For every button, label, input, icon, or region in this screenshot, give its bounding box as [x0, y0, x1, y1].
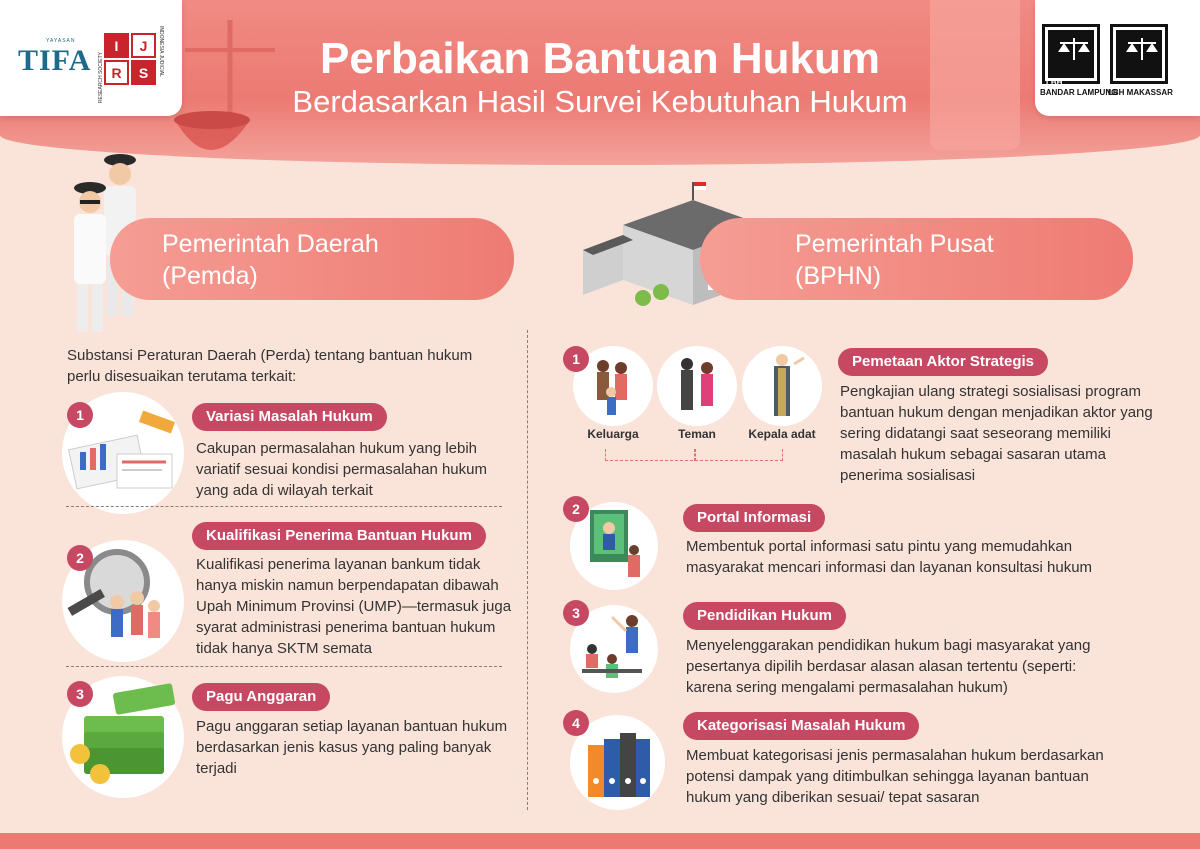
banner-bphn-line2: (BPHN): [795, 262, 882, 290]
item3-title: Pagu Anggaran: [192, 683, 330, 711]
right-item4-title: Kategorisasi Masalah Hukum: [683, 712, 919, 740]
actor-label-friend: Teman: [678, 427, 716, 441]
lbh-bandar-lampung-label: BANDAR LAMPUNG: [1040, 88, 1118, 97]
divider: [66, 666, 502, 667]
ijrs-letter: R: [104, 60, 129, 85]
banner-bphn-line1: Pemerintah Pusat: [795, 230, 994, 258]
ijrs-letter: J: [131, 33, 156, 58]
right-item4-number: 4: [563, 710, 589, 736]
footer-band: [0, 833, 1200, 849]
item1-desc: Cakupan permasalahan hukum yang lebih variatif sesuai kondisi permasalahan hukum yang ada di wilayah terkait: [196, 440, 487, 499]
banner-pemda-line1: Pemerintah Daerah: [162, 230, 379, 258]
right-item2-number: 2: [563, 496, 589, 522]
ijrs-side-text-2: RESEARCH SOCIETY: [98, 52, 104, 104]
item1-number: 1: [67, 402, 93, 428]
divider: [66, 506, 502, 507]
right-item1-number: 1: [563, 346, 589, 372]
right-item2-desc: Membentuk portal informasi satu pintu yang memudahkan masyarakat mencari informasi dan layanan konsultasi hukum: [686, 538, 1093, 576]
ijrs-letter: S: [131, 60, 156, 85]
ijrs-letter: I: [104, 33, 129, 58]
right-item4-desc: Membuat kategorisasi jenis permasalahan hukum berdasarkan potensi dampak yang ditimbulkan sehingga layanan bantuan hukum yang diberikan sesuai/ tepat sasaran: [686, 747, 1104, 806]
banner-bphn: [700, 218, 1133, 300]
tifa-logo: TIFA: [18, 44, 92, 77]
right-item1-title: Pemetaan Aktor Strategis: [838, 348, 1048, 376]
right-item2-title: Portal Informasi: [683, 504, 825, 532]
item3-number: 3: [67, 681, 93, 707]
friends-icon: [657, 346, 737, 426]
page-subtitle: Berdasarkan Hasil Survei Kebutuhan Hukum: [292, 84, 908, 119]
right-item3-desc: Menyelenggarakan pendidikan hukum bagi masyarakat yang pesertanya dipilih berdasar alasan alasan tertentu (seperti: karena sering mengalami permasalahan hukum): [686, 637, 1091, 696]
item2-desc: Kualifikasi penerima layanan bankum tidak hanya miskin namun berpendapatan dibawah Upah Minimum Provinsi (UMP)—termasuk juga syarat administrasi penerima bantuan hukum tidak hanya SKTM semata: [196, 556, 512, 657]
column-divider: [527, 330, 528, 810]
item1-title: Variasi Masalah Hukum: [192, 403, 387, 431]
tifa-small-text: YAYASAN: [46, 38, 76, 44]
actor-label-family: Keluarga: [587, 427, 639, 441]
right-item3-number: 3: [563, 600, 589, 626]
ijrs-side-text: INDONESIA JUDICIAL: [158, 26, 164, 77]
actor-label-elder: Kepala adat: [748, 427, 816, 441]
lbh-makassar-label: LBH MAKASSAR: [1108, 88, 1173, 97]
actors-connector-mid: [694, 449, 696, 461]
page-title: Perbaikan Bantuan Hukum: [320, 34, 880, 83]
item2-number: 2: [67, 545, 93, 571]
actor-elder-illustration: [742, 346, 822, 426]
right-item3-title: Pendidikan Hukum: [683, 602, 846, 630]
left-intro-text: Substansi Peraturan Daerah (Perda) tentang bantuan hukum perlu disesuaikan terutama terkait:: [67, 347, 473, 385]
actor-friend-illustration: [657, 346, 737, 426]
item3-desc: Pagu anggaran setiap layanan bantuan hukum berdasarkan jenis kasus yang paling banyak terjadi: [196, 718, 508, 777]
banner-pemda-line2: (Pemda): [162, 262, 258, 290]
item2-title: Kualifikasi Penerima Bantuan Hukum: [192, 522, 486, 550]
right-item1-desc: Pengkajian ulang strategi sosialisasi program bantuan hukum dengan menjadikan aktor yang sering didatangi saat seseorang memiliki masalah hukum sebagai sasaran utama penerima sosialisasi: [840, 383, 1153, 484]
banner-pemda: [110, 218, 514, 300]
lbh-badge: LBH: [1046, 78, 1063, 87]
elder-icon: [742, 346, 822, 426]
